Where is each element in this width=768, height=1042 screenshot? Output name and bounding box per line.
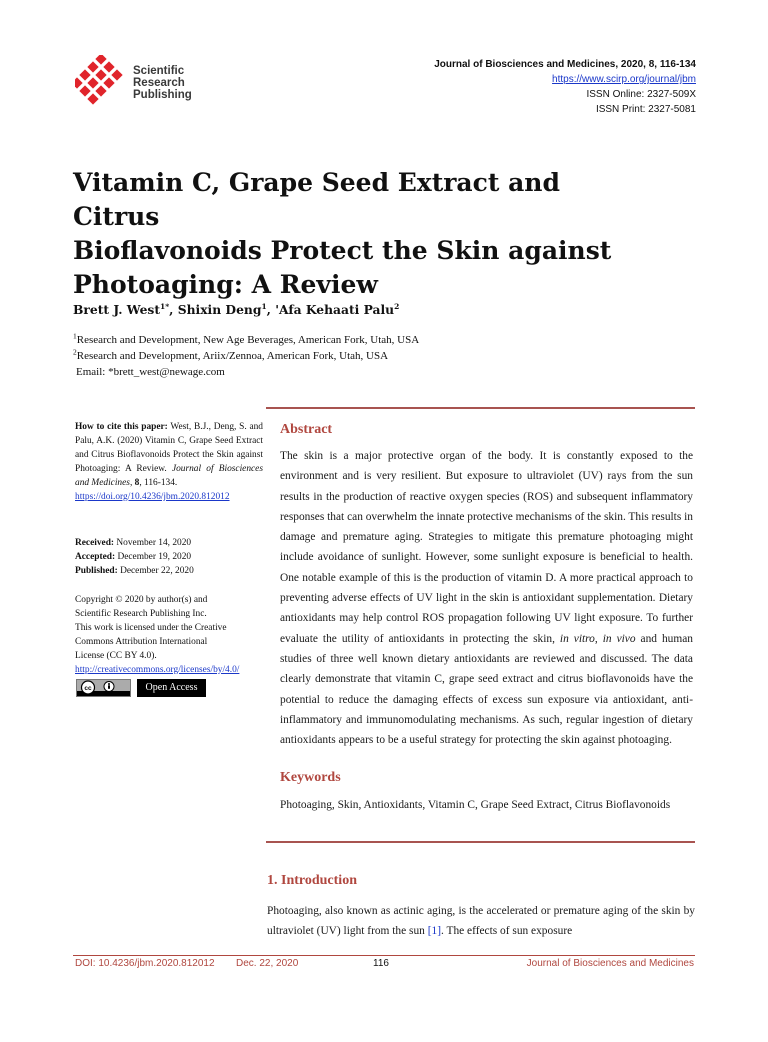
footer-doi: DOI: 10.4236/jbm.2020.812012 xyxy=(75,958,215,969)
abstract-top-rule xyxy=(266,407,695,409)
journal-citation: Journal of Biosciences and Medicines, 2020, 8, 116-134 xyxy=(434,59,696,70)
cc-by-badge-icon[interactable] xyxy=(76,679,131,697)
author-name: Brett J. West xyxy=(73,302,160,317)
issn-print: ISSN Print: 2327-5081 xyxy=(595,104,696,115)
license-link[interactable]: http://creativecommons.org/licenses/by/4.0/ xyxy=(75,664,240,675)
affiliation-1: $^1$Research and Development, New Age Beverages, American Fork, Utah, USA xyxy=(73,331,420,346)
introduction-text: Photoaging, also known as actinic aging, is the accelerated or premature aging of the skin by ultraviolet (UV) light from the sun [1]. The effects of sun exposure xyxy=(267,905,695,938)
keywords-heading: Keywords xyxy=(280,770,341,785)
license-block: Copyright © 2020 by author(s) and Scientific Research Publishing Inc. This work is licensed under the Creative Commons Attribution International License (CC BY 4.0). http://creativecommons.org/licenses/by/4.0/ xyxy=(75,595,240,675)
affiliation-2: $^2$Research and Development, Ariix/Zennoa, American Fork, Utah, USA xyxy=(73,347,389,362)
author-name: 'Afa Kehaati Palu xyxy=(275,302,395,317)
publisher-logo-icon xyxy=(75,55,127,107)
journal-header xyxy=(434,57,696,117)
footer-rule xyxy=(73,955,695,956)
footer-date: Dec. 22, 2020 xyxy=(236,958,299,969)
footer-page-number: 116 xyxy=(373,958,389,969)
keywords-text: Photoaging, Skin, Antioxidants, Vitamin C, Grape Seed Extract, Citrus Bioflavonoids xyxy=(280,799,671,811)
publisher-name: Scientific Research Publishing xyxy=(133,65,192,101)
paper-title: Vitamin C, Grape Seed Extract and Citrus Bioflavonoids Protect the Skin against Photoaging: A Review xyxy=(73,168,612,299)
footer-journal: Journal of Biosciences and Medicines xyxy=(526,958,694,969)
abstract-text: The skin is a major protective organ of the body. It is constantly exposed to the environment and is very resilient. But exposure to ultraviolet (UV) rays from the sun results in the production of reactive oxygen species (ROS) and subsequent inflammatory responses that can overwhelm the innate protective mechanisms of the skin. This results in damage and premature aging. Strategies to mitigate this premature photoaging might include avoidance of sunlight. However, some sunlight exposure is beneficial to health. One notable example of this is the production of vitamin D. A more practical approach to preventing adverse effects of UV light in the skin is antioxidant supplementation. Dietary antioxidants may help control ROS propagation following UV light exposure. To further evaluate the utility of antioxidants in protecting the skin, in vitro, in vivo and human studies of three well known dietary antioxidants are reviewed and discussed. The data clearly demonstrate that vitamin C, grape seed extract and citrus bioflavonoids have the potential to reduce the damaging effects of excess sun exposure via antioxidant, anti-inflammatory and immunomodulating mechanisms. As such, regular ingestion of dietary antioxidants appears to be a useful strategy for protecting the skin against photoaging. xyxy=(280,450,693,747)
svg-text:cc: cc xyxy=(84,685,92,692)
doi-link[interactable]: https://doi.org/10.4236/jbm.2020.812012 xyxy=(75,491,230,502)
author-list: Brett J. West$^{1*}$, Shixin Deng$^1$, 'Afa Kehaati Palu$^2$ xyxy=(73,301,400,317)
reference-link[interactable]: [1] xyxy=(427,925,442,938)
journal-url-link[interactable]: https://www.scirp.org/journal/jbm xyxy=(552,74,696,85)
keywords-bottom-rule xyxy=(266,841,695,843)
introduction-heading: 1. Introduction xyxy=(267,873,357,888)
abstract-heading: Abstract xyxy=(280,422,333,437)
open-access-badge: Open Access xyxy=(137,679,206,697)
author-email: Email: *brett_west@newage.com xyxy=(76,366,225,378)
citation-block: How to cite this paper: West, B.J., Deng, S. and Palu, A.K. (2020) Vitamin C, Grape Seed Extract and Citrus Bioflavonoids Protect the Skin against Photoaging: A Review. Journal of Biosciences and Medicines, 8, 116-134. https://doi.org/10.4236/jbm.2020.812012 xyxy=(75,422,263,502)
author-name: Shixin Deng xyxy=(177,302,262,317)
issn-online: ISSN Online: 2327-509X xyxy=(586,89,696,100)
publication-dates: Received: November 14, 2020 Accepted: December 19, 2020 Published: December 22, 2020 xyxy=(75,538,194,576)
